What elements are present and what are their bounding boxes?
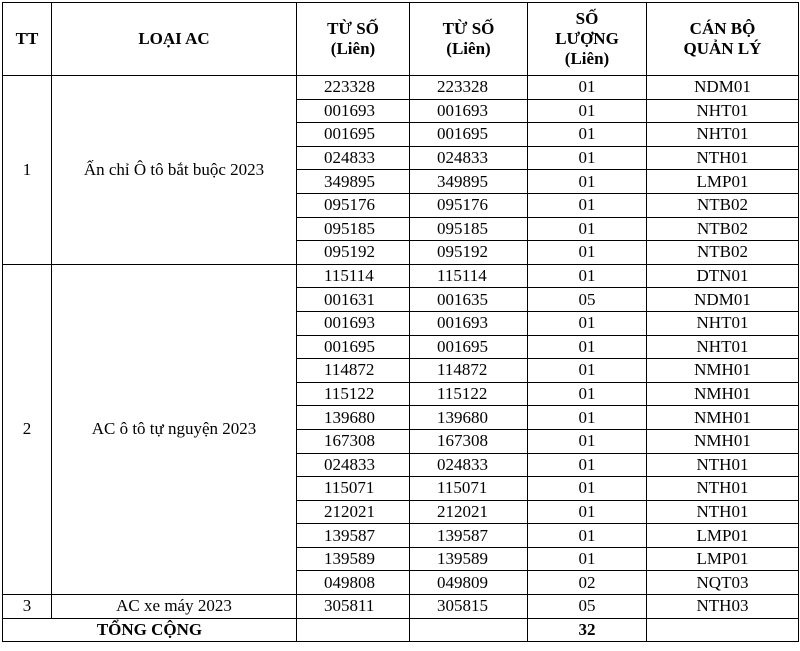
cell-from: 139587 — [297, 524, 410, 548]
cell-manager: DTN01 — [647, 264, 799, 288]
group-number: 3 — [3, 595, 52, 619]
cell-to: 095192 — [410, 241, 528, 265]
cell-to: 305815 — [410, 595, 528, 619]
cell-manager: NMH01 — [647, 382, 799, 406]
header-from — [297, 3, 410, 76]
cell-to: 115122 — [410, 382, 528, 406]
cell-manager: NTB02 — [647, 193, 799, 217]
header-from-line2: (Liên) — [330, 39, 376, 58]
header-type: LOẠI AC — [52, 3, 297, 76]
cell-to: 024833 — [410, 146, 528, 170]
table-row — [3, 595, 799, 619]
header-mgr-line2: QUẢN LÝ — [683, 39, 762, 58]
cell-quantity: 01 — [528, 193, 647, 217]
cell-manager: NHT01 — [647, 311, 799, 335]
cell-to: 139587 — [410, 524, 528, 548]
cell-quantity: 01 — [528, 264, 647, 288]
cell-from: 305811 — [297, 595, 410, 619]
total-empty-to — [410, 618, 528, 642]
cell-manager: NMH01 — [647, 359, 799, 383]
cell-manager: NTH03 — [647, 595, 799, 619]
cell-quantity: 02 — [528, 571, 647, 595]
total-quantity: 32 — [528, 618, 647, 642]
cell-from: 095176 — [297, 193, 410, 217]
group-number: 2 — [3, 264, 52, 594]
header-from-line1: TỪ SỐ — [327, 19, 379, 38]
header-manager — [647, 3, 799, 76]
cell-manager: NTH01 — [647, 477, 799, 501]
cell-manager: NMH01 — [647, 429, 799, 453]
cell-from: 024833 — [297, 146, 410, 170]
cell-to: 114872 — [410, 359, 528, 383]
cell-from: 114872 — [297, 359, 410, 383]
cell-quantity: 05 — [528, 288, 647, 312]
cell-to: 115114 — [410, 264, 528, 288]
cell-to: 212021 — [410, 500, 528, 524]
cell-manager: NDM01 — [647, 288, 799, 312]
cell-quantity: 01 — [528, 359, 647, 383]
cell-from: 212021 — [297, 500, 410, 524]
cell-manager: NTH01 — [647, 453, 799, 477]
header-quantity — [528, 3, 647, 76]
header-qty-line2: LƯỢNG — [555, 29, 619, 48]
cell-from: 167308 — [297, 429, 410, 453]
cell-quantity: 05 — [528, 595, 647, 619]
cell-to: 139680 — [410, 406, 528, 430]
cell-to: 001695 — [410, 123, 528, 147]
cell-manager: NTB02 — [647, 241, 799, 265]
table-body — [3, 76, 799, 642]
cell-quantity: 01 — [528, 170, 647, 194]
total-label: TỔNG CỘNG — [3, 618, 297, 642]
cell-from: 349895 — [297, 170, 410, 194]
cell-manager: NMH01 — [647, 406, 799, 430]
cell-quantity: 01 — [528, 99, 647, 123]
cell-quantity: 01 — [528, 453, 647, 477]
cell-to: 001693 — [410, 311, 528, 335]
group-type: AC xe máy 2023 — [52, 595, 297, 619]
cell-manager: NDM01 — [647, 76, 799, 100]
header-to — [410, 3, 528, 76]
cell-to: 095185 — [410, 217, 528, 241]
cell-manager: LMP01 — [647, 547, 799, 571]
cell-manager: NQT03 — [647, 571, 799, 595]
cell-quantity: 01 — [528, 547, 647, 571]
total-empty-manager — [647, 618, 799, 642]
cell-to: 223328 — [410, 76, 528, 100]
header-to-line2: (Liên) — [446, 39, 491, 58]
cell-from: 095185 — [297, 217, 410, 241]
cell-to: 001635 — [410, 288, 528, 312]
cell-from: 001693 — [297, 311, 410, 335]
cell-from: 223328 — [297, 76, 410, 100]
header-qty-line3: (Liên) — [564, 49, 610, 68]
cell-to: 001693 — [410, 99, 528, 123]
cell-from: 115122 — [297, 382, 410, 406]
table-row — [3, 76, 799, 100]
cell-from: 115114 — [297, 264, 410, 288]
cell-manager: NTH01 — [647, 146, 799, 170]
cell-from: 115071 — [297, 477, 410, 501]
cell-from: 095192 — [297, 241, 410, 265]
cell-from: 001695 — [297, 335, 410, 359]
cell-quantity: 01 — [528, 500, 647, 524]
cell-quantity: 01 — [528, 524, 647, 548]
cell-to: 024833 — [410, 453, 528, 477]
cell-quantity: 01 — [528, 217, 647, 241]
cell-quantity: 01 — [528, 146, 647, 170]
header-mgr-line1: CÁN BỘ — [689, 19, 756, 38]
group-type: AC ô tô tự nguyện 2023 — [52, 264, 297, 594]
cell-to: 095176 — [410, 193, 528, 217]
ac-inventory-table — [2, 2, 799, 642]
cell-from: 049808 — [297, 571, 410, 595]
total-row — [3, 618, 799, 642]
group-number: 1 — [3, 76, 52, 265]
header-row — [3, 3, 799, 76]
table-row — [3, 264, 799, 288]
cell-quantity: 01 — [528, 123, 647, 147]
cell-quantity: 01 — [528, 311, 647, 335]
total-empty-from — [297, 618, 410, 642]
cell-manager: NHT01 — [647, 123, 799, 147]
cell-from: 001695 — [297, 123, 410, 147]
cell-to: 115071 — [410, 477, 528, 501]
cell-quantity: 01 — [528, 241, 647, 265]
cell-to: 349895 — [410, 170, 528, 194]
group-type: Ấn chỉ Ô tô bắt buộc 2023 — [52, 76, 297, 265]
cell-manager: NTH01 — [647, 500, 799, 524]
cell-manager: NHT01 — [647, 99, 799, 123]
cell-to: 139589 — [410, 547, 528, 571]
cell-quantity: 01 — [528, 429, 647, 453]
cell-from: 024833 — [297, 453, 410, 477]
cell-manager: LMP01 — [647, 170, 799, 194]
cell-from: 139589 — [297, 547, 410, 571]
cell-to: 001695 — [410, 335, 528, 359]
cell-manager: LMP01 — [647, 524, 799, 548]
cell-quantity: 01 — [528, 382, 647, 406]
cell-quantity: 01 — [528, 76, 647, 100]
header-tt: TT — [3, 3, 52, 76]
cell-quantity: 01 — [528, 477, 647, 501]
cell-manager: NTB02 — [647, 217, 799, 241]
cell-to: 049809 — [410, 571, 528, 595]
cell-quantity: 01 — [528, 335, 647, 359]
header-to-line1: TỪ SỐ — [442, 19, 495, 38]
cell-from: 001631 — [297, 288, 410, 312]
cell-from: 001693 — [297, 99, 410, 123]
header-qty-line1: SỐ — [575, 9, 599, 28]
cell-quantity: 01 — [528, 406, 647, 430]
cell-to: 167308 — [410, 429, 528, 453]
cell-from: 139680 — [297, 406, 410, 430]
cell-manager: NHT01 — [647, 335, 799, 359]
